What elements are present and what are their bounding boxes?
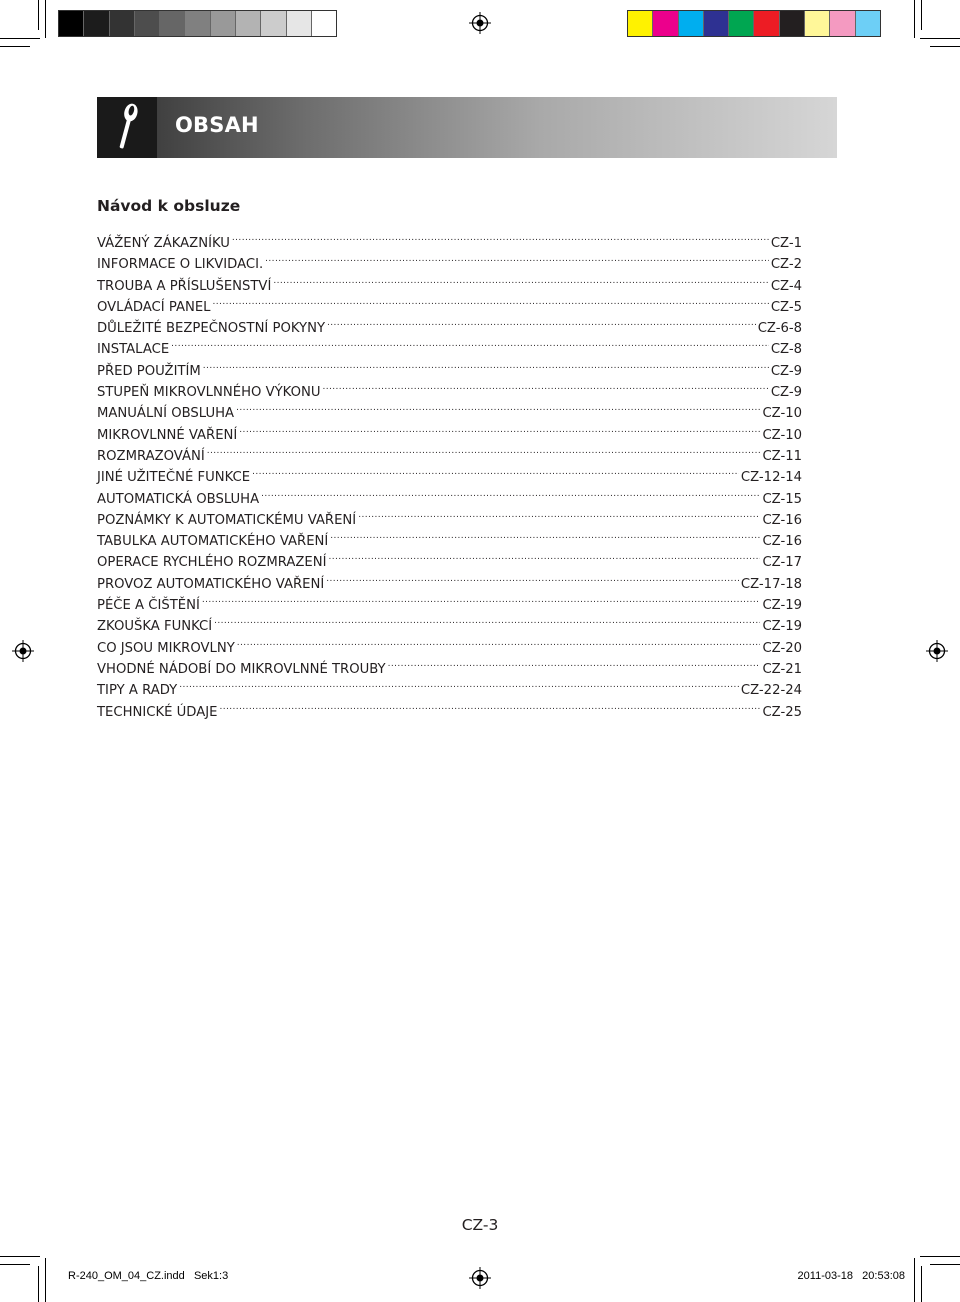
toc-entry-page: CZ-6-8 [757,321,802,337]
toc-entry [97,588,802,614]
toc-leader-dots [213,290,769,311]
toc-entry-page: CZ-10 [762,406,802,422]
toc-leader-dots [171,332,769,353]
toc-leader-dots [214,609,760,630]
toc-leader-dots [207,439,761,460]
toc-entry-page: CZ-15 [762,491,802,507]
toc-entry [97,673,802,699]
toc-leader-dots [219,695,760,716]
toc-leader-dots [327,311,756,332]
color-swatch [805,11,830,36]
color-swatch [653,11,678,36]
grey-swatch [160,11,185,36]
toc-entry-page: CZ-5 [770,299,802,315]
page-number: CZ-3 [461,1216,499,1234]
toc-leader-dots [261,482,760,503]
color-swatch [754,11,779,36]
toc-entry-label: STUPEŇ MIKROVLNNÉHO VÝKONU [97,385,321,401]
toc-entry [97,695,802,720]
grey-swatch [312,11,336,36]
toc-leader-dots [328,545,760,566]
toc-entry-page: CZ-17-18 [740,576,802,592]
footer-file-info: R-240_OM_04_CZ.indd Sek1:3 [68,1270,229,1282]
toc-leader-dots [326,567,739,588]
toc-entry-label: OPERACE RYCHLÉHO ROZMRAZENÍ [97,555,327,571]
toc-entry-label: ROZMRAZOVÁNÍ [97,448,205,464]
toc-entry-page: CZ-8 [770,342,802,358]
color-swatch [830,11,855,36]
grey-swatch [135,11,160,36]
header-banner [97,97,837,158]
toc-leader-dots [265,247,769,268]
toc-entry-label: INSTALACE [97,342,170,358]
toc-leader-dots [252,460,739,481]
wrench-icon [97,97,157,158]
grey-swatch [185,11,210,36]
toc-entry-page: CZ-19 [762,619,802,635]
toc-entry-label: MANUÁLNÍ OBSLUHA [97,406,235,422]
toc-entry-label: TABULKA AUTOMATICKÉHO VAŘENÍ [97,534,329,550]
toc-entry-page: CZ-1 [770,236,802,251]
color-calibration-bar [627,10,881,37]
toc-entry [97,609,802,635]
toc-entry-label: MIKROVLNNÉ VAŘENÍ [97,427,238,443]
toc-entry-page: CZ-17 [762,555,802,571]
toc-entry-page: CZ-22-24 [740,683,802,699]
footer-timestamp: 2011-03-18 20:53:08 [797,1270,905,1282]
toc-entry-page: CZ-16 [762,534,802,550]
grey-swatch [211,11,236,36]
grey-swatch [110,11,135,36]
toc-entry-page: CZ-9 [770,385,802,401]
toc-entry-page: CZ-19 [762,598,802,614]
toc-entry-page: CZ-16 [762,512,802,528]
color-swatch [704,11,729,36]
registration-mark-left [12,640,34,662]
toc-entry-label: ZKOUŠKA FUNKCÍ [97,619,213,635]
toc-leader-dots [203,354,769,375]
toc-leader-dots [179,673,739,694]
grey-swatch [59,11,84,36]
toc-entry-page: CZ-20 [762,640,802,656]
toc-leader-dots [273,269,768,290]
toc-leader-dots [330,524,760,545]
toc-entry [97,354,802,379]
color-swatch [780,11,805,36]
toc-entry-page: CZ-4 [770,278,802,294]
toc-entry-label: OVLÁDACÍ PANEL [97,299,211,315]
toc-leader-dots [388,652,761,673]
toc-entry-label: PÉČE A ČIŠTĚNÍ [97,598,200,614]
toc-leader-dots [237,631,761,652]
toc-leader-dots [239,418,760,439]
toc-entry-label: TECHNICKÉ ÚDAJE [97,704,218,720]
toc-leader-dots [232,226,769,247]
grey-swatch [287,11,312,36]
grey-calibration-bar [58,10,337,37]
toc-entry-page: CZ-10 [762,427,802,443]
toc-leader-dots [358,503,760,524]
toc-entry [97,226,802,251]
toc-entry-page: CZ-12-14 [740,470,802,486]
toc-entry-page: CZ-11 [762,448,802,464]
color-swatch [729,11,754,36]
toc-leader-dots [322,375,768,396]
banner-icon-box [97,97,157,158]
registration-mark-bottom [469,1267,491,1289]
toc-entry-label: INFORMACE O LIKVIDACI. [97,257,264,273]
toc-entry-label: TIPY A RADY [97,683,178,699]
page-title: OBSAH [175,113,259,137]
toc-entry-page: CZ-25 [762,704,802,720]
toc-entry-label: TROUBA A PŘÍSLUŠENSTVÍ [97,278,272,294]
table-of-contents [97,226,802,720]
toc-entry-page: CZ-21 [762,661,802,677]
toc-entry-label: POZNÁMKY K AUTOMATICKÉMU VAŘENÍ [97,512,357,528]
registration-mark-right [926,640,948,662]
toc-entry [97,332,802,358]
registration-mark-top [469,12,491,34]
grey-swatch [236,11,261,36]
toc-entry-page: CZ-9 [770,363,802,379]
toc-entry-label: CO JSOU MIKROVLNY [97,640,235,656]
toc-entry-label: PŘED POUŽITÍM [97,363,201,379]
toc-entry-label: VÁŽENÝ ZÁKAZNÍKU [97,236,230,251]
toc-entry [97,375,802,401]
grey-swatch [84,11,109,36]
color-swatch [856,11,880,36]
toc-entry-page: CZ-2 [770,257,802,273]
toc-leader-dots [236,396,760,417]
toc-leader-dots [202,588,761,609]
toc-entry-label: DŮLEŽITÉ BEZPEČNOSTNÍ POKYNY [97,321,325,337]
toc-entry-label: AUTOMATICKÁ OBSLUHA [97,491,260,507]
color-swatch [679,11,704,36]
toc-entry-label: PROVOZ AUTOMATICKÉHO VAŘENÍ [97,576,325,592]
color-swatch [628,11,653,36]
section-heading: Návod k obsluze [97,197,241,215]
toc-entry-label: VHODNÉ NÁDOBÍ DO MIKROVLNNÉ TROUBY [97,661,386,677]
grey-swatch [261,11,286,36]
toc-entry-label: JINÉ UŽITEČNÉ FUNKCE [97,470,251,486]
